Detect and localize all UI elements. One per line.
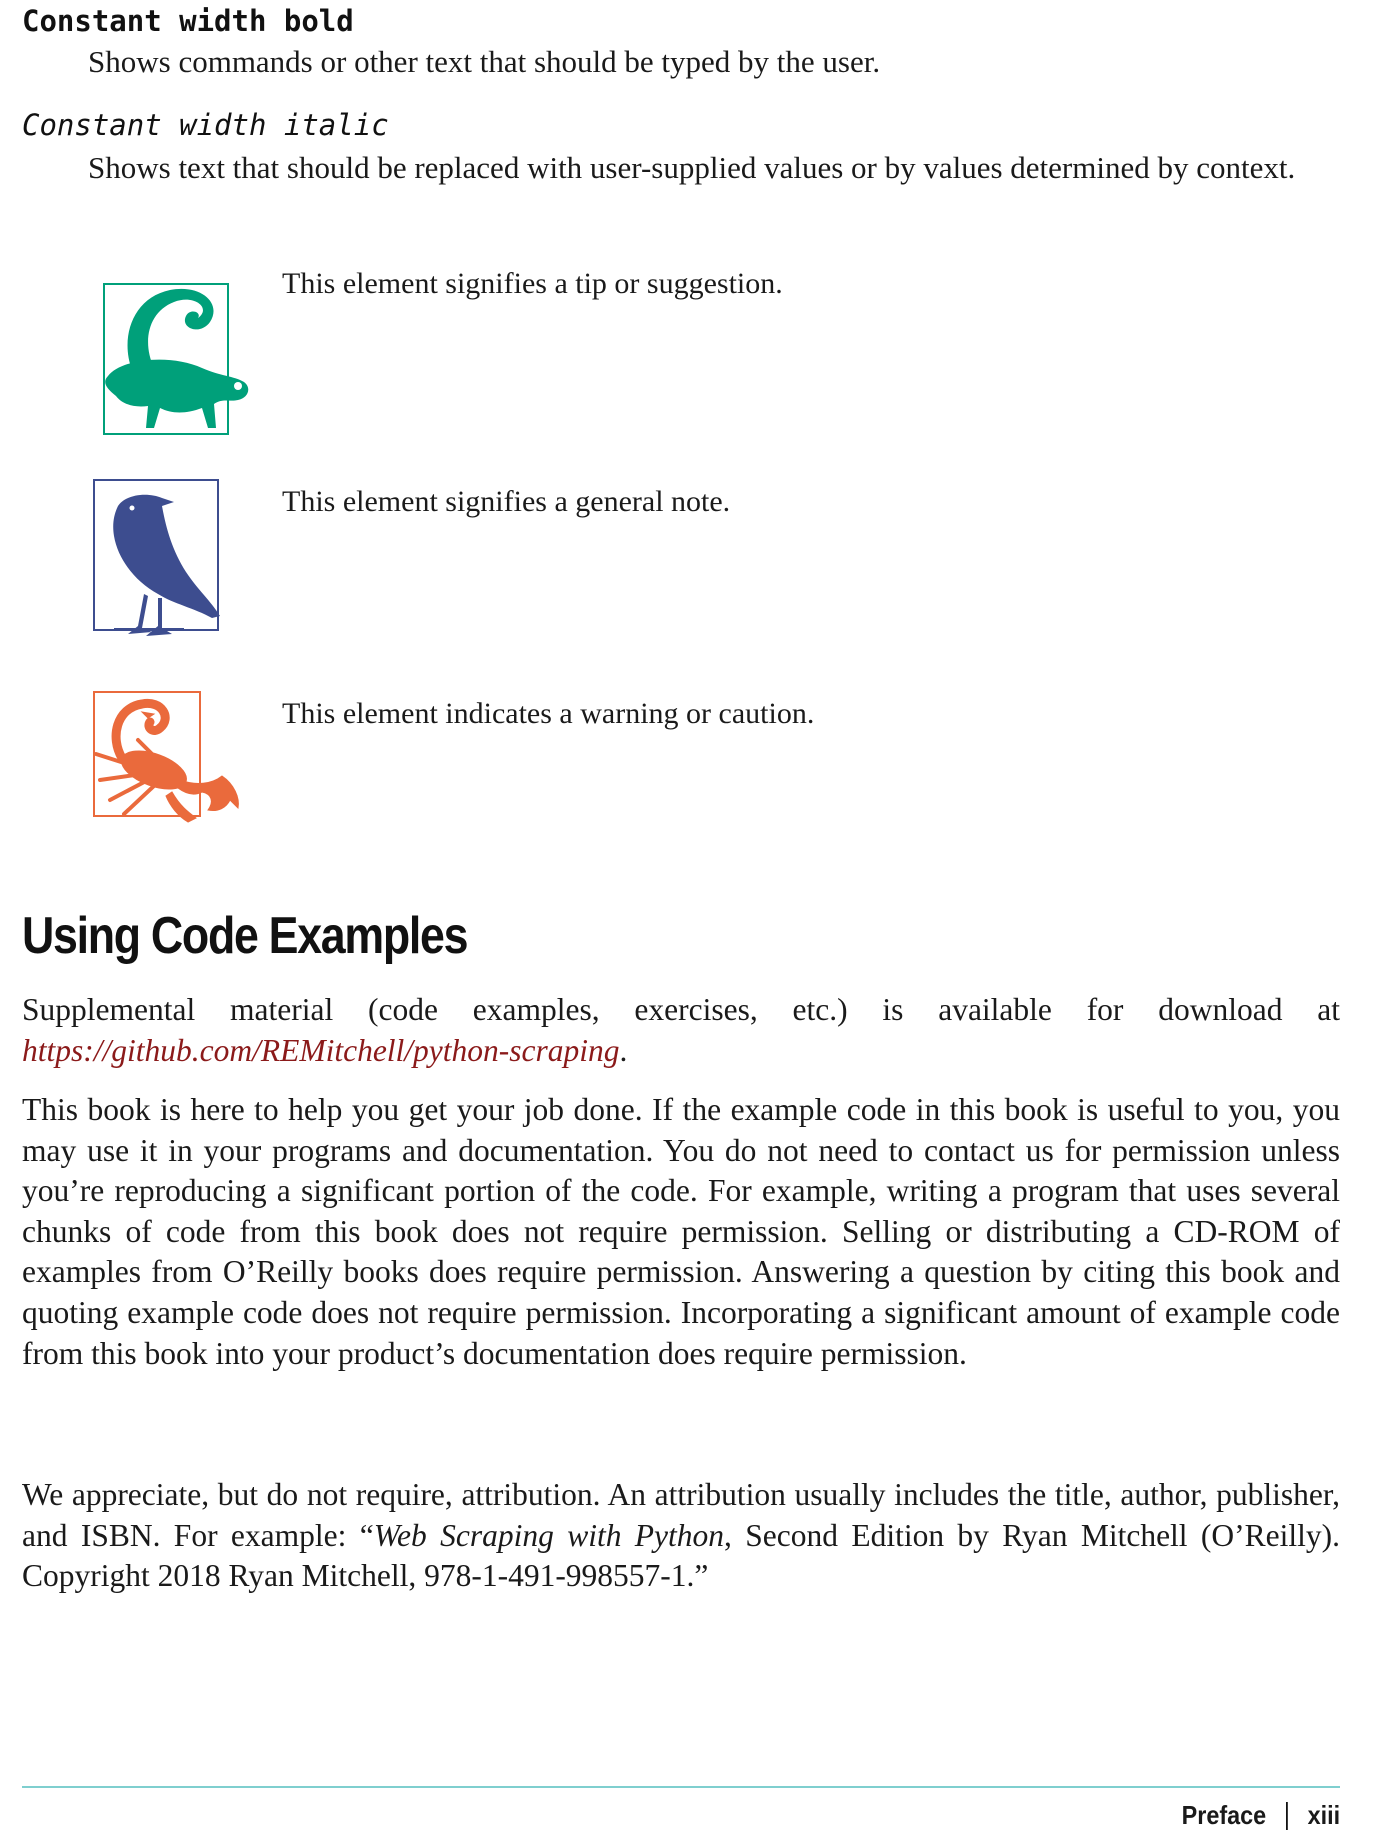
warning-admonition: [62, 688, 1340, 878]
page-number: xiii: [1307, 1800, 1340, 1830]
constant-width-italic-description: Shows text that should be replaced with user-supplied values or by values determined by context.: [88, 150, 1296, 185]
page-footer: [1182, 1800, 1340, 1831]
attribution-paragraph: [22, 1475, 1340, 1597]
lemur-icon: [62, 258, 262, 448]
github-link[interactable]: https://github.com/REMitchell/python-scraping: [22, 1032, 620, 1068]
permission-paragraph: This book is here to help you get your job done. If the example code in this book is useful to you, you may use it in your programs and documentation. You do not need to contact us for permission unless you’re reproducing a significant portion of the code. For example, writing a program that uses several chunks of code from this book does not require permission. Selling or distributing a CD-ROM of examples from O’Reilly books does require permission. Answering a question by citing this book and quoting example code does not require permission. Incorporating a significant amount of example code from this book into your product’s documentation does require permission.: [22, 1092, 1340, 1371]
book-page: [22, 0, 1340, 1837]
book-title: Web Scraping with Python: [373, 1517, 725, 1553]
warning-text: This element indicates a warning or caution.: [282, 697, 815, 730]
footer-section: Preface: [1181, 1800, 1267, 1830]
crow-icon: [62, 476, 262, 666]
attribution-end: , Second Edition by Ryan Mitchell (O’Reilly). Copyright 2018 Ryan Mitchell, 978-1-491-998557-1.”: [22, 1517, 1340, 1594]
footer-rule: [22, 1786, 1340, 1788]
constant-width-bold-description: Shows commands or other text that should be typed by the user.: [88, 44, 881, 79]
tip-text: This element signifies a tip or suggestion.: [282, 267, 783, 300]
constant-width-bold-term: Constant width bold: [22, 4, 354, 38]
attribution-text: We appreciate, but do not require, attribution. An attribution usually includes the title, author, publisher, and ISBN. For example: “: [22, 1477, 1340, 1553]
note-admonition: [62, 476, 1340, 666]
scorpion-icon: [62, 688, 262, 878]
supplemental-paragraph: [22, 990, 1340, 1071]
supplemental-text: Supplemental material (code examples, exercises, etc.) is available for download at: [22, 992, 1340, 1027]
tip-admonition: [62, 258, 1340, 448]
supplemental-end: .: [619, 1032, 628, 1068]
section-heading: Using Code Examples: [22, 907, 468, 965]
constant-width-italic-term: Constant width italic: [22, 108, 389, 142]
footer-separator: [1286, 1802, 1288, 1830]
note-text: This element signifies a general note.: [282, 485, 731, 518]
